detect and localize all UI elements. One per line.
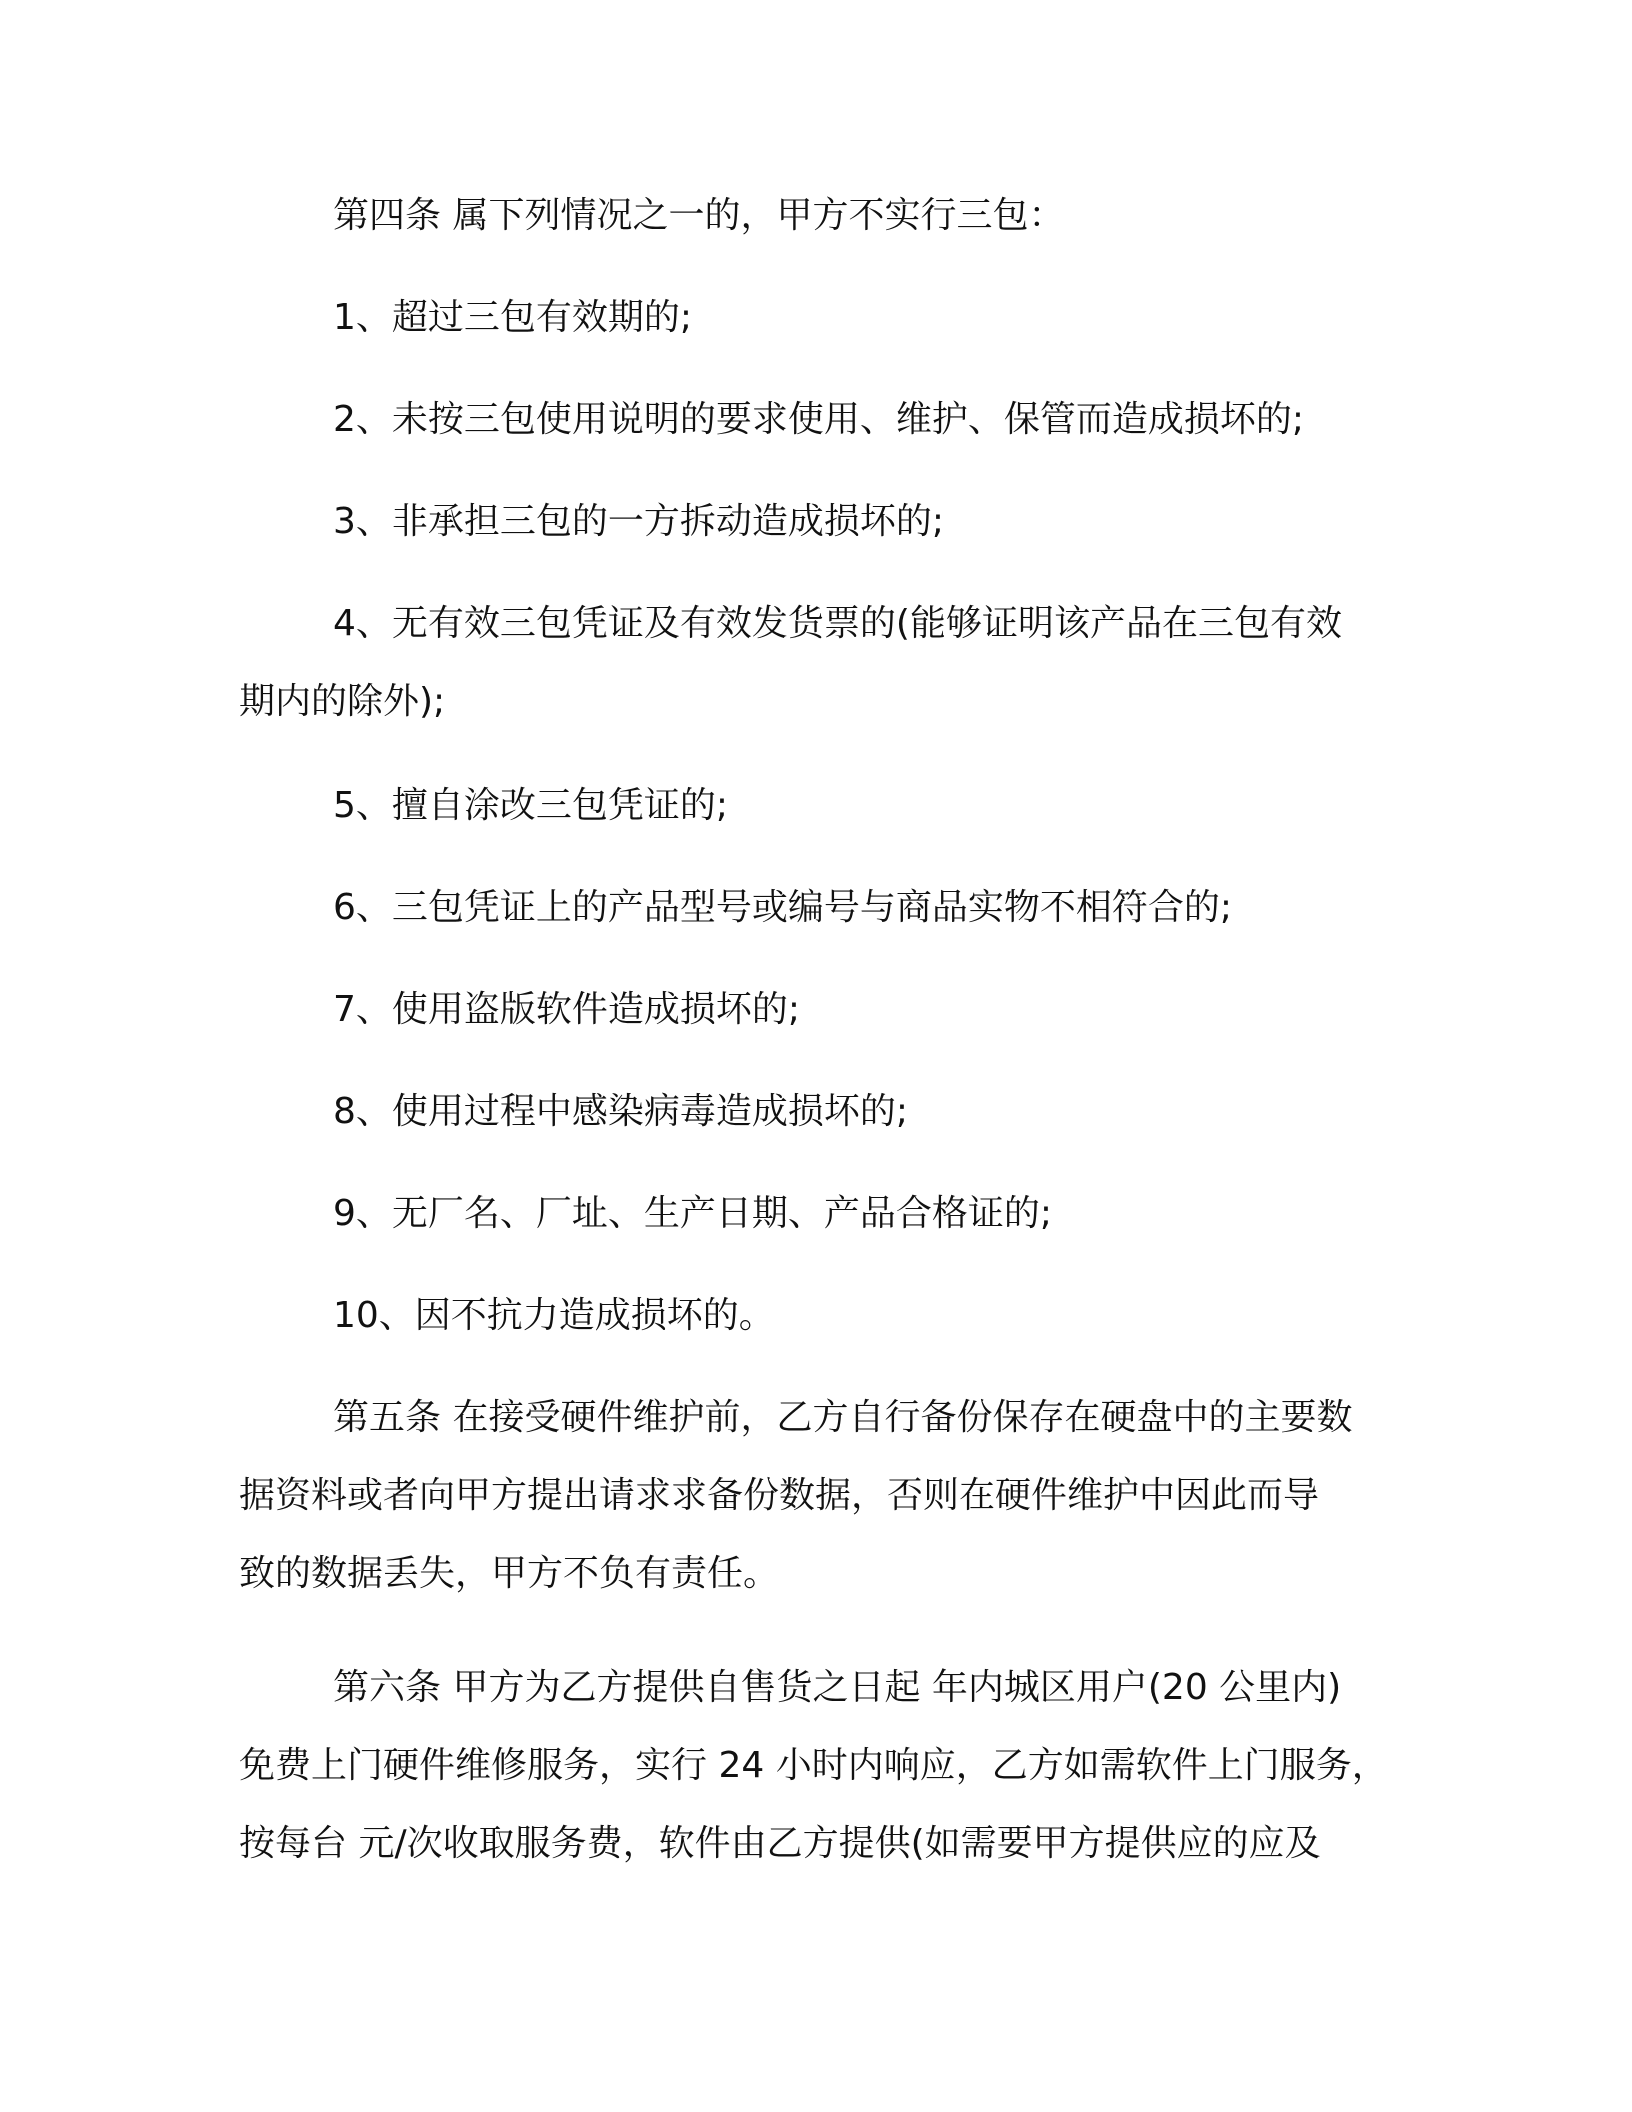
list-item: 2、未按三包使用说明的要求使用、维护、保管而造成损坏的; — [333, 399, 1305, 440]
list-item: 8、使用过程中感染病毒造成损坏的; — [333, 1091, 909, 1132]
article-4-heading: 第四条 属下列情况之一的，甲方不实行三包： — [333, 195, 1065, 236]
list-item: 5、擅自涂改三包凭证的; — [333, 785, 729, 826]
list-item: 6、三包凭证上的产品型号或编号与商品实物不相符合的; — [333, 887, 1233, 928]
list-item: 7、使用盗版软件造成损坏的; — [333, 989, 801, 1030]
article-5-line: 第五条 在接受硬件维护前，乙方自行备份保存在硬盘中的主要数 — [333, 1397, 1353, 1438]
article-6-line: 按每台 元/次收取服务费，软件由乙方提供(如需要甲方提供应的应及 — [239, 1823, 1321, 1864]
article-5-line: 致的数据丢失，甲方不负有责任。 — [239, 1553, 780, 1594]
list-item: 3、非承担三包的一方拆动造成损坏的; — [333, 501, 945, 542]
list-item: 4、无有效三包凭证及有效发货票的(能够证明该产品在三包有效 — [333, 603, 1342, 644]
list-item: 1、超过三包有效期的; — [333, 297, 693, 338]
article-6-line: 第六条 甲方为乙方提供自售货之日起 年内城区用户(20 公里内) — [333, 1667, 1342, 1708]
list-item: 9、无厂名、厂址、生产日期、产品合格证的; — [333, 1193, 1053, 1234]
article-6-line: 免费上门硬件维修服务，实行 24 小时内响应，乙方如需软件上门服务， — [239, 1745, 1388, 1786]
list-item: 10、因不抗力造成损坏的。 — [333, 1295, 775, 1336]
article-5-line: 据资料或者向甲方提出请求求备份数据，否则在硬件维护中因此而导 — [239, 1475, 1320, 1516]
list-item-continuation: 期内的除外); — [239, 681, 446, 722]
